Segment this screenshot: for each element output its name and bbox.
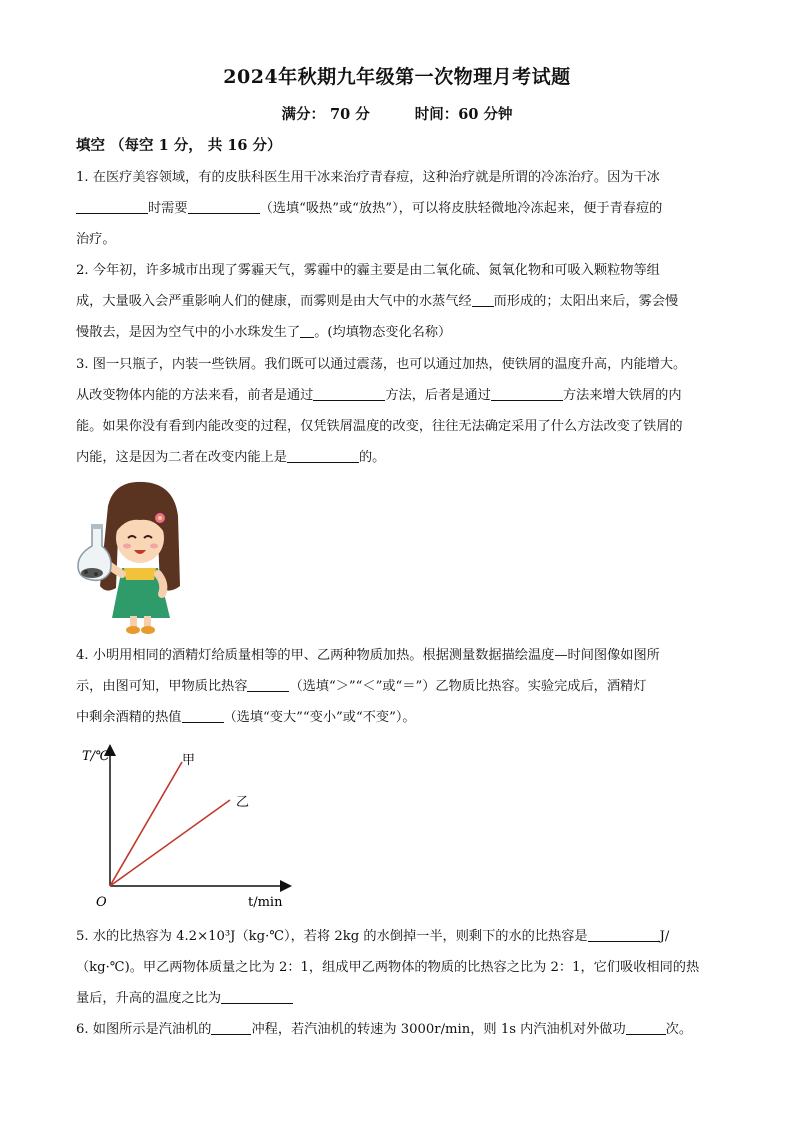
answer-blank[interactable] bbox=[300, 323, 314, 338]
answer-blank[interactable] bbox=[588, 927, 660, 942]
series-yi-label: 乙 bbox=[236, 795, 250, 810]
answer-blank[interactable] bbox=[221, 989, 293, 1004]
answer-blank[interactable] bbox=[211, 1020, 251, 1035]
answer-blank[interactable] bbox=[626, 1020, 666, 1035]
answer-blank[interactable] bbox=[287, 448, 359, 463]
answer-blank[interactable] bbox=[491, 386, 563, 401]
exam-title: 2024年秋期九年级第一次物理月考试题 bbox=[223, 66, 571, 88]
exam-meta bbox=[0, 103, 794, 124]
origin-label: O bbox=[96, 895, 107, 910]
girl-with-flask-illustration bbox=[74, 476, 186, 636]
question-3: 3. 图一只瓶子，内装一些铁屑。我们既可以通过震荡，也可以通过加热，使铁屑的温度升高，内能增大。 从改变物体内能的方法来看，前者是通过 方法，后者是通过 方法来增大铁屑的内 能。如果你没有看到内能改变的过程，仅凭铁屑温度的改变，往往无法确定采用了什么方法改变了铁屑的 内能，这是因为二者在改变内能上是 的。 bbox=[76, 357, 687, 465]
answer-blank[interactable] bbox=[76, 199, 148, 214]
answer-blank[interactable] bbox=[182, 708, 224, 723]
series-jia-line bbox=[110, 762, 182, 886]
answer-blank[interactable] bbox=[188, 199, 260, 214]
full-score: 满分： 70 分 bbox=[281, 106, 370, 123]
x-axis-label: t/min bbox=[248, 895, 283, 910]
question-2: 2. 今年初，许多城市出现了雾霾天气，雾霾中的霾主要是由二氧化硫、氮氧化物和可吸入颗粒物等组 成，大量吸入会严重影响人们的健康，而雾则是由大气中的水蒸气经 而形成的；太阳出来后，雾会慢 慢散去，是因为空气中的小水珠发生了 。(均填物态变化名称） bbox=[76, 263, 679, 340]
question-5: 5. 水的比热容为 4.2×10³J（kg·℃），若将 2kg 的水倒掉一半，则剩下的水的比热容是 J/ （kg·℃)。甲乙两物体质量之比为 2：1，组成甲乙两物体的物质的比热容之比为 2：1，它们吸收相同的热 量后，升高的温度之比为 bbox=[76, 929, 700, 1006]
series-yi-line bbox=[110, 800, 230, 886]
question-6: 6. 如图所示是汽油机的 冲程，若汽油机的转速为 3000r/min，则 1s 内汽油机对外做功 次。 bbox=[76, 1022, 693, 1037]
answer-blank[interactable] bbox=[313, 386, 385, 401]
answer-blank[interactable] bbox=[472, 292, 494, 307]
time-limit: 时间：60 分钟 bbox=[414, 106, 513, 123]
section-heading: 填空 （每空 1 分， 共 16 分） bbox=[76, 137, 282, 154]
answer-blank[interactable] bbox=[247, 677, 289, 692]
temperature-time-graph bbox=[82, 744, 296, 910]
series-jia-label: 甲 bbox=[182, 753, 196, 768]
question-1: 1. 在医疗美容领域，有的皮肤科医生用干冰来治疗青春痘，这种治疗就是所谓的冷冻治疗。因为干冰 时需要 （选填“吸热”或“放热”），可以将皮肤轻微地冷冻起来，便于青春痘的 治疗。 bbox=[76, 170, 663, 247]
y-axis-label: T/℃ bbox=[82, 749, 110, 764]
question-4: 4. 小明用相同的酒精灯给质量相等的甲、乙两种物质加热。根据测量数据描绘温度—时间图像如图所 示，由图可知，甲物质比热容 （选填“＞”“＜”或“＝”）乙物质比热容。实验完成后，酒精灯 中剩余酒精的热值 （选填“变大”“变小”或“不变”）。 bbox=[76, 648, 660, 725]
